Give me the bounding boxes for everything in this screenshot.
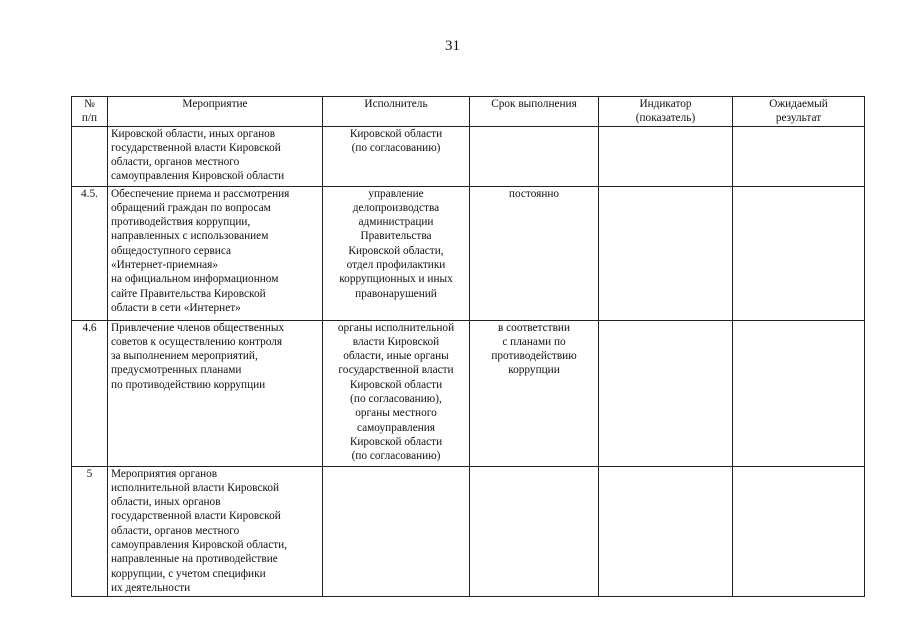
- row-number: 5: [72, 466, 108, 596]
- row-number: [72, 126, 108, 186]
- row-indicator: [599, 466, 733, 596]
- row-deadline: постоянно: [470, 186, 599, 320]
- row-event: Привлечение членов общественных советов к осуществлению контроля за выполнением мероприятий, предусмотренных планами по противодействию коррупции: [108, 320, 323, 466]
- table-row: [72, 186, 865, 320]
- row-executor: [323, 466, 470, 596]
- header-deadline: Срок выполнения: [470, 97, 599, 127]
- header-event: Мероприятие: [108, 97, 323, 127]
- header-indicator: Индикатор (показатель): [599, 97, 733, 127]
- row-result: [733, 186, 865, 320]
- row-indicator: [599, 186, 733, 320]
- row-indicator: [599, 126, 733, 186]
- row-deadline: в соответствии с планами по противодействию коррупции: [470, 320, 599, 466]
- row-number: 4.6: [72, 320, 108, 466]
- row-event: Кировской области, иных органов государственной власти Кировской области, органов местного самоуправления Кировской области: [108, 126, 323, 186]
- header-executor: Исполнитель: [323, 97, 470, 127]
- table-row: [72, 466, 865, 596]
- row-event: Обеспечение приема и рассмотрения обращений граждан по вопросам противодействия коррупции, направленных с использованием общедоступного сервиса «Интернет-приемная» на официальном информационном сайте Правительства Кировской области в сети «Интернет»: [108, 186, 323, 320]
- row-executor: управление делопроизводства администрации Правительства Кировской области, отдел профилактики коррупционных и иных правонарушений: [323, 186, 470, 320]
- row-deadline: [470, 126, 599, 186]
- row-number: 4.5.: [72, 186, 108, 320]
- row-executor: органы исполнительной власти Кировской области, иные органы государственной власти Кировской области (по согласованию), органы местного самоуправления Кировской области (по согласованию): [323, 320, 470, 466]
- table-row: [72, 320, 865, 466]
- row-indicator: [599, 320, 733, 466]
- measures-table: [71, 96, 865, 597]
- row-result: [733, 320, 865, 466]
- row-result: [733, 466, 865, 596]
- header-number: № п/п: [72, 97, 108, 127]
- table-row: [72, 126, 865, 186]
- header-result: Ожидаемый результат: [733, 97, 865, 127]
- table-header-row: [72, 97, 865, 127]
- row-executor: Кировской области (по согласованию): [323, 126, 470, 186]
- page-number: 31: [445, 38, 460, 54]
- row-deadline: [470, 466, 599, 596]
- row-result: [733, 126, 865, 186]
- row-event: Мероприятия органов исполнительной власти Кировской области, иных органов государственной власти Кировской области, органов местного самоуправления Кировской области, направленные на противодействие коррупции, с учетом специфики их деятельности: [108, 466, 323, 596]
